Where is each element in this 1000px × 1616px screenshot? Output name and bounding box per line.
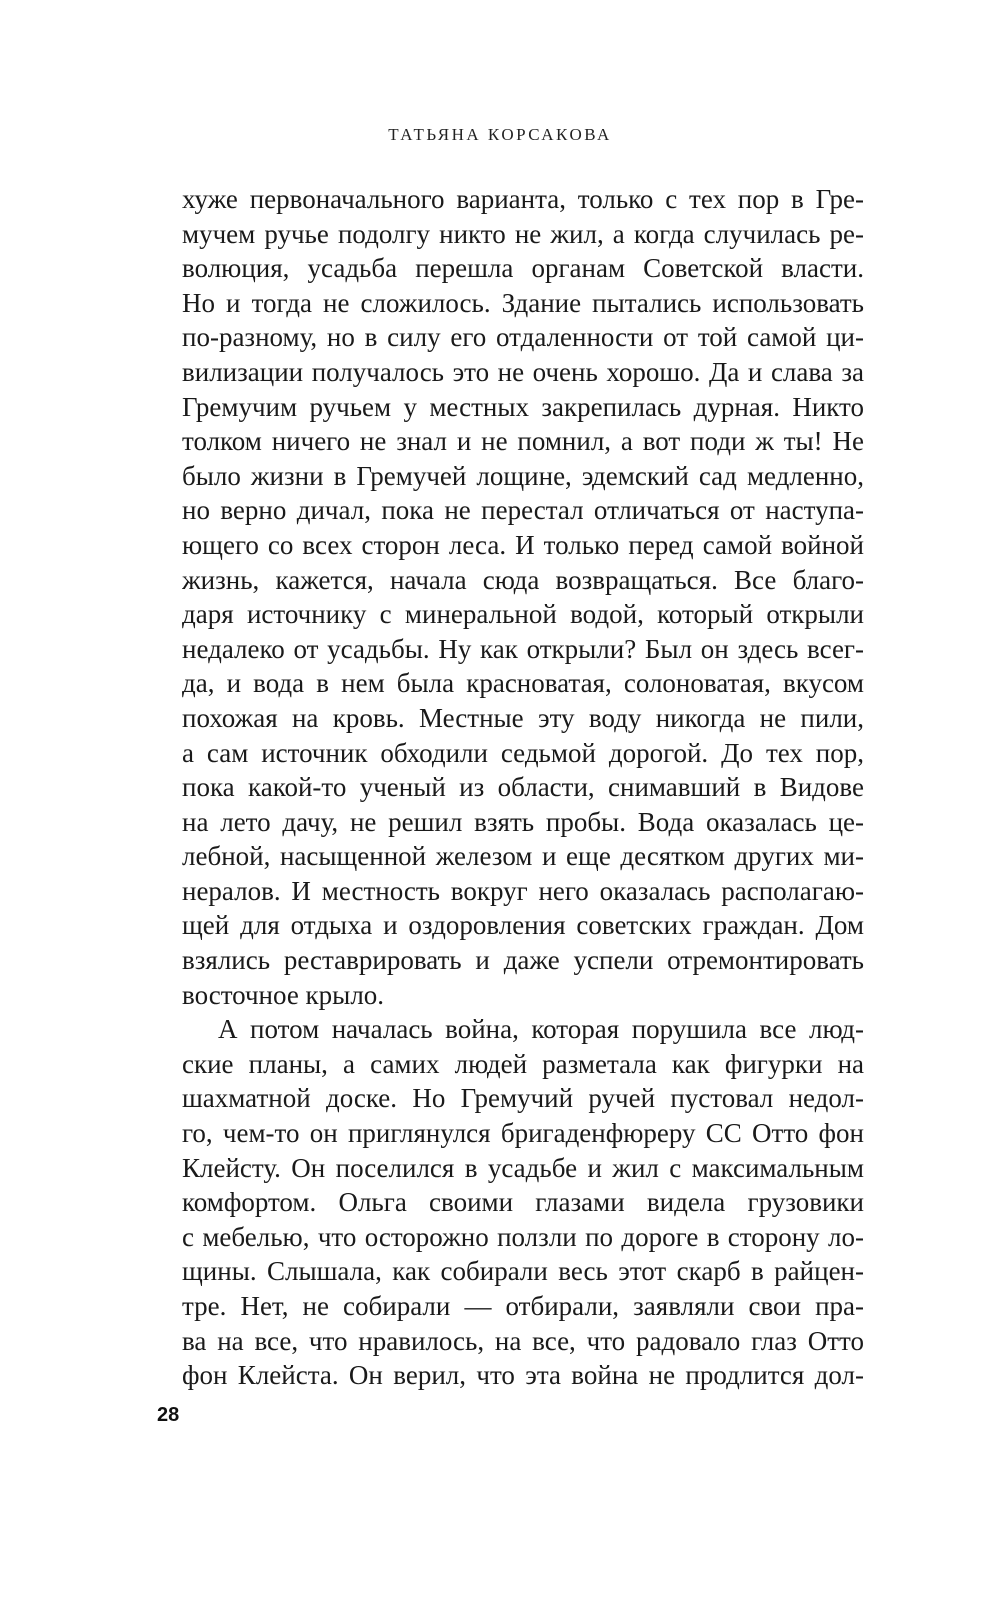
text-line: ющего со всех сторон леса. И только перед самой войной <box>182 529 864 560</box>
text-line: мучем ручье подолгу никто не жил, а когда случилась ре- <box>182 218 864 249</box>
text-line: щей для отдыха и оздоровления советских граждан. Дом <box>182 910 864 941</box>
text-line: Но и тогда не сложилось. Здание пытались использовать <box>182 287 864 318</box>
running-header: ТАТЬЯНА КОРСАКОВА <box>388 125 612 144</box>
text-line: лебной, насыщенной железом и еще десятком других ми- <box>182 841 864 872</box>
text-line: тре. Нет, не собирали — отбирали, заявляли свои пра- <box>182 1291 864 1321</box>
text-line-paragraph-end: восточное крыло. <box>182 979 385 1010</box>
text-line: по-разному, но в силу его отдаленности от той самой ци- <box>182 322 864 353</box>
text-line: Гремучим ручьем у местных закрепилась дурная. Никто <box>182 391 864 422</box>
text-line: да, и вода в нем была красноватая, солоноватая, вкусом <box>182 668 864 699</box>
text-line: похожая на кровь. Местные эту воду никогда не пили, <box>182 702 864 733</box>
page-number: 28 <box>157 1404 180 1426</box>
text-line: щины. Слышала, как собирали весь этот скарб в райцен- <box>182 1256 864 1287</box>
body-text <box>182 182 864 1393</box>
text-line: жизнь, кажется, начала сюда возвращаться. Все благо- <box>182 564 864 595</box>
text-line: а сам источник обходили седьмой дорогой. До тех пор, <box>182 737 864 768</box>
text-line: с мебелью, что осторожно ползли по дороге в сторону ло- <box>182 1221 864 1252</box>
text-line: волюция, усадьба перешла органам Советской власти. <box>182 253 864 284</box>
text-line: фон Клейста. Он верил, что эта война не продлится дол- <box>182 1360 864 1391</box>
text-line: хуже первоначального варианта, только с тех пор в Гре- <box>182 184 864 214</box>
text-line: комфортом. Ольга своими глазами видела грузовики <box>182 1187 864 1218</box>
text-line: но верно дичал, пока не перестал отличаться от наступа- <box>182 495 864 526</box>
text-line: вилизации получалось это не очень хорошо. Да и слава за <box>182 356 864 387</box>
text-line: ские планы, а самих людей разметала как фигурки на <box>182 1048 864 1079</box>
text-line: пока какой-то ученый из области, снимавший в Видове <box>182 772 864 803</box>
text-line: на лето дачу, не решил взять пробы. Вода оказалась це- <box>182 806 864 837</box>
text-line: взялись реставрировать и даже успели отремонтировать <box>182 945 864 976</box>
text-line: Клейсту. Он поселился в усадьбе и жил с максимальным <box>182 1152 864 1183</box>
text-line: ва на все, что нравилось, на все, что радовало глаз Отто <box>182 1325 864 1356</box>
text-line: даря источнику с минеральной водой, который открыли <box>182 599 864 630</box>
text-line: толком ничего не знал и не помнил, а вот поди ж ты! Не <box>182 426 864 457</box>
text-line: шахматной доске. Но Гремучий ручей пустовал недол- <box>182 1083 864 1114</box>
text-line: нералов. И местность вокруг него оказалась располагаю- <box>182 875 864 906</box>
text-line: го, чем-то он приглянулся бригаденфюреру СС Отто фон <box>182 1118 864 1149</box>
text-line: было жизни в Гремучей лощине, эдемский сад медленно, <box>182 460 864 491</box>
text-line-paragraph-start: А потом началась война, которая порушила все люд- <box>218 1014 864 1045</box>
text-line: недалеко от усадьбы. Ну как открыли? Был он здесь всег- <box>182 633 864 664</box>
